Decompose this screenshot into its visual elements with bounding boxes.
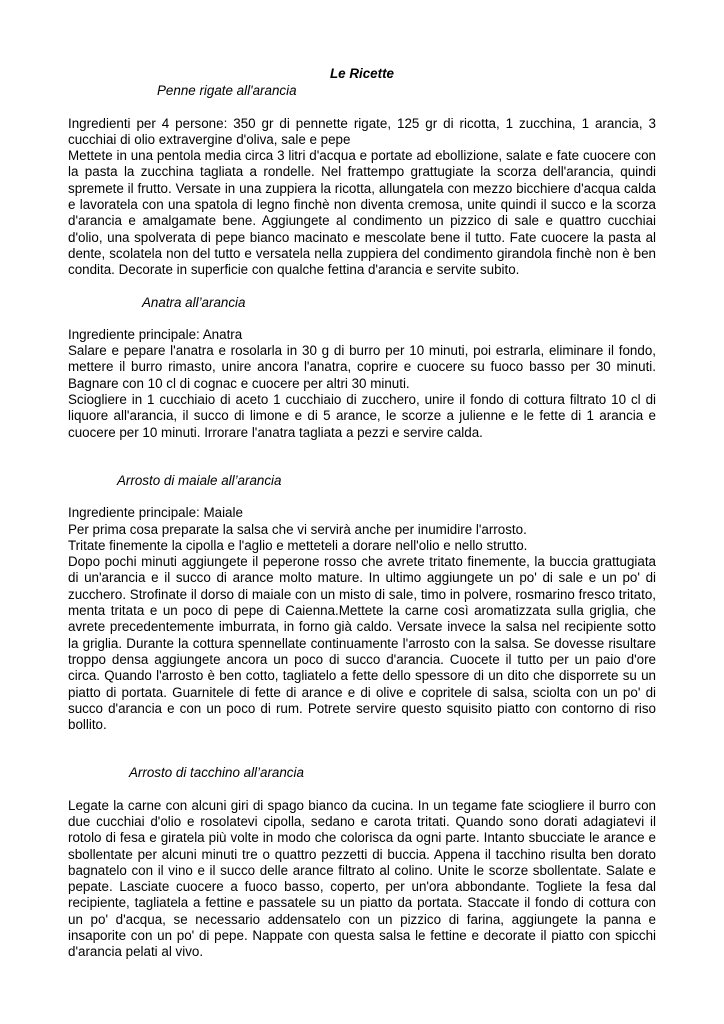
recipe-instructions: Dopo pochi minuti aggiungete il peperone rosso che avrete tritato finemente, la buccia grattugiata di un'arancia e il succo di arance molto mature. In ultimo aggiungete un po' di sale e un po' di zucchero. Strofinate il dorso di maiale con un misto di sale, timo in polvere, rosmarino fresco tritato, menta tritata e un poco di pepe di Caienna.Mettete la carne così aromatizzata sulla griglia, che avrete precedentemente imburrata, in forno già caldo. Versate invece la salsa nel recipiente sotto la griglia. Durante la cottura spennellate continuamente l'arrosto con la salsa. Se dovesse risultare troppo densa aggiungete ancora un poco di succo d'arancia. Cuocete il tutto per un paio d'ore circa. Quando l'arrosto è ben cotto, tagliatelo a fette dello spessore di un dito che disporrete su un piatto di portata. Guarnitele di fette di arance e di olive e copritele di salsa, sciolta con un po' di succo d'arancia e con un poco di rum. Potrete servire questo squisito piatto con contorno di riso bollito. (68, 554, 656, 733)
recipe-arrosto-tacchino (68, 765, 656, 960)
recipe-instructions: Legate la carne con alcuni giri di spago bianco da cucina. In un tegame fate sciogliere il burro con due cucchiai d'olio e rosolatevi cipolla, sedano e carota tritati. Quando sono dorati adagiatevi il rotolo di fesa e giratela più volte in modo che colorisca da ogni parte. Intanto sbucciate le arance e sbollentate per alcuni minuti tre o quattro pezzetti di buccia. Appena il tacchino risulta ben dorato bagnatelo con il vino e il succo delle arance filtrato al colino. Unite le scorze sbollentate. Salate e pepate. Lasciate cuocere a fuoco basso, coperto, per un'ora abbondante. Togliete la fesa dal recipiente, tagliatela a fettine e passatele su un piatto da portata. Staccate il fondo di cottura con un po' d'acqua, se necessario addensatelo con un pizzico di farina, aggiungete la panna e insaporite con un po' di pepe. Nappate con questa salsa le fettine e decorate il piatto con spicchi d'arancia pelati al vivo. (68, 797, 656, 960)
recipe-anatra (68, 295, 656, 441)
recipe-title: Anatra all’arancia (142, 294, 246, 310)
recipe-instructions: Per prima cosa preparate la salsa che vi servirà anche per inumidire l'arrosto. (68, 521, 527, 537)
recipe-instructions: Sciogliere in 1 cucchiaio di aceto 1 cucchiaio di zucchero, unire il fondo di cottura filtrato 10 cl di liquore all'arancia, il succo di limone e di 5 arance, le scorze a julienne e le fette di 1 arancia e cuocere per 10 minuti. Irrorare l'anatra tagliata a pezzi e servire calda. (68, 392, 656, 440)
recipe-title: Penne rigate all'arancia (157, 83, 297, 99)
recipe-ingredients: Ingredienti per 4 persone: 350 gr di pennette rigate, 125 gr di ricotta, 1 zucchina, 1 arancia, 3 cucchiai di olio extravergine d'oliva, sale e pepe (68, 115, 656, 147)
recipe-instructions: Mettete in una pentola media circa 3 litri d'acqua e portate ad ebollizione, salate e fate cuocere con la pasta la zucchina tagliata a rondelle. Nel frattempo grattugiate la scorza dell'arancia, quindi spremete il frutto. Versate in una zuppiera la ricotta, allungatela con mezzo bicchiere d'acqua calda e lavoratela con una spatola di legno finchè non diventa cremosa, unite quindi il succo e la scorza d'arancia e amalgamate bene. Aggiungete al condimento un pizzico di sale e quattro cucchiai d'olio, una spolverata di pepe bianco macinato e mescolate bene il tutto. Fate cuocere la pasta al dente, scolatela non del tutto e versatela nella zuppiera del condimento girandola finchè non è ben condita. Decorate in superficie con qualche fettina d'arancia e servite subito. (68, 148, 656, 278)
recipe-arrosto-maiale (68, 473, 656, 733)
document-page (68, 66, 656, 961)
recipe-instructions: Tritate finemente la cipolla e l'aglio e metteteli a dorare nell'olio e nello strutto. (68, 537, 528, 553)
recipe-title: Arrosto di tacchino all’arancia (129, 765, 304, 781)
document-title: Le Ricette (330, 66, 394, 81)
recipe-penne-rigate (68, 83, 656, 278)
recipe-main-ingredient: Ingrediente principale: Anatra (68, 326, 243, 342)
recipe-main-ingredient: Ingrediente principale: Maiale (68, 505, 243, 521)
recipe-instructions: Salare e pepare l'anatra e rosolarla in 30 g di burro per 10 minuti, poi estrarla, eliminare il fondo, mettere il burro rimasto, unire ancora l'anatra, coprire e cuocere su fuoco basso per 30 minuti. Bagnare con 10 cl di cognac e cuocere per altri 30 minuti. (68, 343, 656, 391)
recipe-title: Arrosto di maiale all’arancia (117, 472, 282, 488)
